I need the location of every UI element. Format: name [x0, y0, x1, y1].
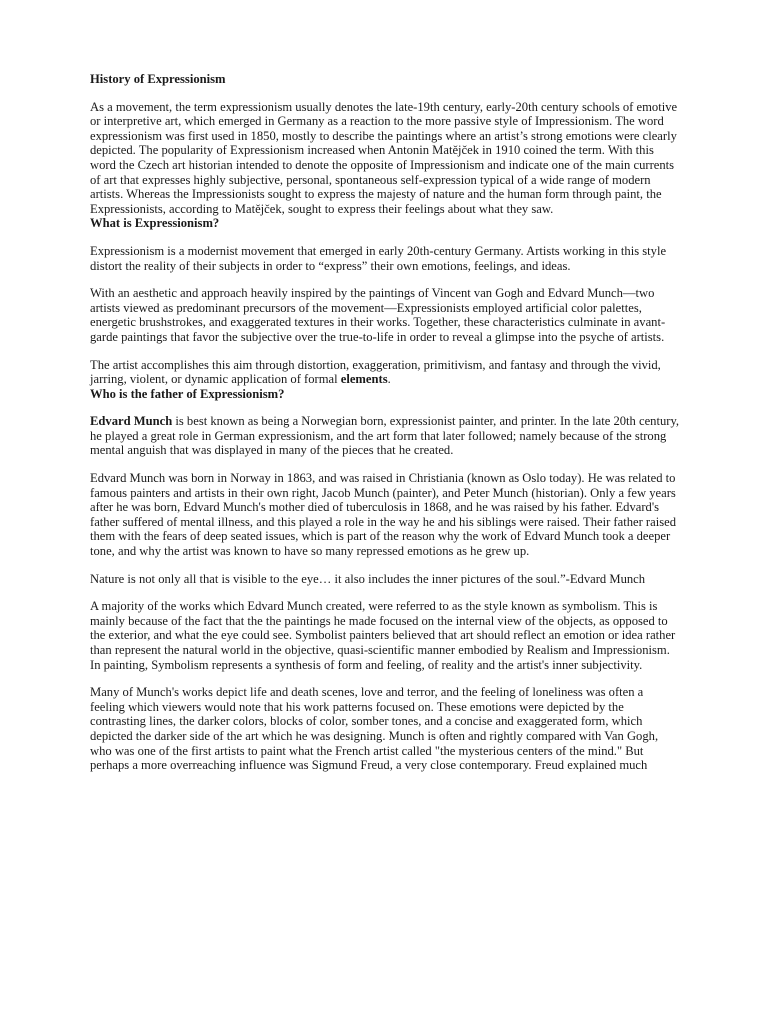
- paragraph-father-1: [90, 414, 680, 458]
- heading-history-of-expressionism: History of Expressionism: [90, 72, 226, 86]
- paragraph-what-1: Expressionism is a modernist movement that emerged in early 20th-century Germany. Artists working in this style distort the reality of their subjects in order to “express” their own emotions, feelings, and ideas.: [90, 243, 667, 273]
- paragraph-history: As a movement, the term expressionism usually denotes the late-19th century, early-20th century schools of emotive or interpretive art, which emerged in Germany as a reaction to the more passive style of Impressionism. The word expressionism was first used in 1850, mostly to describe the paintings where an artist’s strong emotions were clearly depicted. The popularity of Expressionism increased when Antonin Matějček in 1910 coined the term. With this word the Czech art historian intended to denote the opposite of Impressionism and indicate one of the main currents of art that expresses highly subjective, personal, spontaneous self-expression typical of a wide range of modern artists. Whereas the Impressionists sought to express the majesty of nature and the human form through paint, the Expressionists, according to Matějček, sought to express their feelings about what they saw.: [90, 99, 678, 216]
- heading-what-is-expressionism: What is Expressionism?: [90, 216, 220, 231]
- paragraph-quote: Nature is not only all that is visible to the eye… it also includes the inner pictures of the soul.”-Edvard Munch: [90, 571, 646, 586]
- paragraph-what-2: With an aesthetic and approach heavily inspired by the paintings of Vincent van Gogh and Edvard Munch—two artists viewed as predominant precursors of the movement—Expressionists employed artificial color palettes, energetic brushstrokes, and exaggerated textures in their works. Together, these characteristics culminate in avant-garde paintings that favor the subjective over the true-to-life in order to reveal a glimpse into the psyche of artists.: [90, 286, 666, 344]
- paragraph-father-1-bold-name: Edvard Munch: [90, 414, 173, 429]
- paragraph-what-3-bold-elements: elements: [340, 372, 388, 387]
- paragraph-father-1-text: is best known as being a Norwegian born, expressionist painter, and printer. In the late 20th century, he played a great role in German expressionism, and the art form that later followed; namely because of the strong mental anguish that was displayed in many of the pieces that he created.: [90, 414, 680, 458]
- paragraph-what-3-text: The artist accomplishes this aim through distortion, exaggeration, primitivism, and fantasy and through the vivid, jarring, violent, or dynamic application of formal: [90, 357, 661, 387]
- document-page: [90, 72, 680, 773]
- paragraph-works: Many of Munch's works depict life and death scenes, love and terror, and the feeling of loneliness was often a feeling which viewers would note that his work patterns focused on. These emotions were depicted by the contrasting lines, the darker colors, blocks of color, somber tones, and a concise and exaggerated form, which depicted the darker side of the art which he was designing. Munch is often and rightly compared with Van Gogh, who was one of the first artists to paint what the French artist called "the mysterious centers of the mind." But perhaps a more overreaching influence was Sigmund Freud, a very close contemporary. Freud explained much: [90, 685, 659, 773]
- paragraph-father-2: Edvard Munch was born in Norway in 1863, and was raised in Christiania (known as Oslo today). He was related to famous painters and artists in their own right, Jacob Munch (painter), and Peter Munch (historian). Only a few years after he was born, Edvard Munch's mother died of tuberculosis in 1868, and he was raised by his father. Edvard's father suffered of mental illness, and this played a role in the way he and his siblings were raised. Their father raised them with the fears of deep seated issues, which is part of the reason why the work of Edvard Munch took a deeper tone, and why the artist was known to have so many repressed emotions as he grew up.: [90, 471, 677, 559]
- paragraph-symbolism: A majority of the works which Edvard Munch created, were referred to as the style known as symbolism. This is mainly because of the fact that the the paintings he made focused on the internal view of the objects, as opposed to the exterior, and what the eye could see. Symbolist painters believed that art should reflect an emotion or idea rather than represent the natural world in the objective, quasi-scientific manner embodied by Realism and Impressionism. In painting, Symbolism represents a synthesis of form and feeling, of reality and the artist's inner subjectivity.: [90, 599, 676, 672]
- heading-father-of-expressionism: Who is the father of Expressionism?: [90, 386, 285, 401]
- paragraph-what-3-end: .: [387, 372, 391, 387]
- paragraph-what-3: [90, 358, 680, 387]
